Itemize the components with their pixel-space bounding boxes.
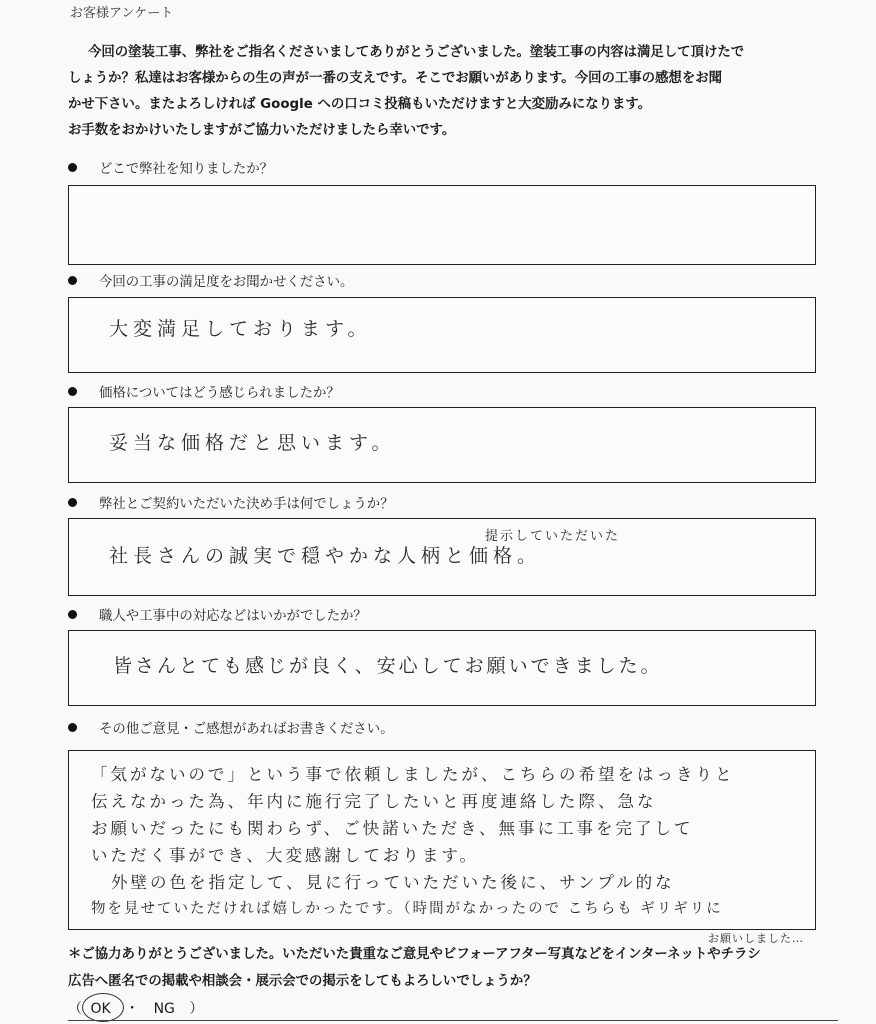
question-label: 今回の工事の満足度をお聞かせください。 <box>99 275 354 290</box>
intro-line: 今回の塗装工事、弊社をご指名くださいましてありがとうございました。塗装工事の内容は満足して頂けたで <box>88 45 745 60</box>
footer-line-2: 広告へ匿名での掲載や相談会・展示会での掲示をしてもよろしいでしょうか？ <box>68 974 537 989</box>
question-label: 職人や工事中の対応などはいかがでしたか？ <box>99 609 367 624</box>
question-1 <box>68 158 273 177</box>
choice-ok[interactable]: OK <box>90 1001 111 1017</box>
question-label: 弊社とご契約いただいた決め手は何でしょうか？ <box>99 497 394 512</box>
bullet-icon <box>68 498 77 507</box>
answer-text: 社長さんの誠実で穏やかな人柄と価格。 <box>109 545 542 567</box>
intro-line: お手数をおかけいたしますがご協力いただけましたら幸いです。 <box>68 123 456 138</box>
answer-text: 皆さんとても感じが良く、安心してお願いできました。 <box>113 655 663 677</box>
bullet-icon <box>68 723 77 732</box>
intro-paragraph <box>68 40 828 144</box>
question-6 <box>68 718 394 737</box>
question-4 <box>68 493 394 512</box>
intro-line: しょうか？私達はお客様からの生の声が一番の支えです。そこでお願いがあります。今回の工事の感想をお聞 <box>68 71 722 86</box>
ok-selection-circle <box>82 993 124 1022</box>
choice-separator: ・ <box>125 1001 140 1017</box>
answer-line: お願いだったにも関わらず、ご快諾いただき、無事に工事を完了して <box>91 819 694 838</box>
question-label: 価格についてはどう感じられましたか？ <box>99 386 340 401</box>
bullet-icon <box>68 387 77 396</box>
bullet-icon <box>68 610 77 619</box>
question-label: どこで弊社を知りましたか？ <box>99 162 274 177</box>
answer-text-block <box>91 761 735 923</box>
bullet-icon <box>68 163 77 172</box>
margin-note: お願いしました… <box>708 932 804 945</box>
footer-line-1: ＊ご協力ありがとうございました。いただいた貴重なご意見やビフォーアフター写真などをインターネットやチラシ <box>68 947 761 962</box>
answer-line: 「気がないので」という事で依頼しましたが、こちらの希望をはっきりと <box>91 765 735 784</box>
answer-insert-note: 提示していただいた <box>485 529 621 544</box>
answer-box-4[interactable] <box>68 518 816 596</box>
answer-text: 大変満足しております。 <box>109 318 372 340</box>
answer-box-1[interactable] <box>68 185 816 265</box>
answer-box-6[interactable] <box>68 750 816 930</box>
choice-open-paren: （ <box>68 1001 82 1017</box>
answer-text: 妥当な価格だと思います。 <box>109 432 396 454</box>
answer-box-5[interactable] <box>68 630 816 706</box>
question-3 <box>68 382 340 401</box>
answer-line: 外壁の色を指定して、見に行っていただいた後に、サンプル的な <box>111 873 675 892</box>
bullet-icon <box>68 276 77 285</box>
choice-ng[interactable]: NG <box>153 1001 175 1017</box>
survey-title: お客様アンケート <box>70 6 174 21</box>
answer-line: 伝えなかった為、年内に施行完了したいと再度連絡した際、急な <box>91 792 657 811</box>
question-label: その他ご意見・ご感想があればお書きください。 <box>99 722 394 737</box>
intro-line: かせ下さい。またよろしければ Google への口コミ投稿もいただけますと大変励みになります。 <box>68 97 652 112</box>
choice-close-paren: ） <box>189 1001 204 1017</box>
answer-line: 物を見せていただければ嬉しかったです。（時間がなかったので こちらも ギリギリに <box>91 901 723 917</box>
question-5 <box>68 605 367 624</box>
answer-line: いただく事ができ、大変感謝しております。 <box>91 846 480 865</box>
question-2 <box>68 271 353 290</box>
bottom-rule <box>68 1020 838 1021</box>
answer-box-2[interactable] <box>68 297 816 373</box>
answer-box-3[interactable] <box>68 407 816 483</box>
